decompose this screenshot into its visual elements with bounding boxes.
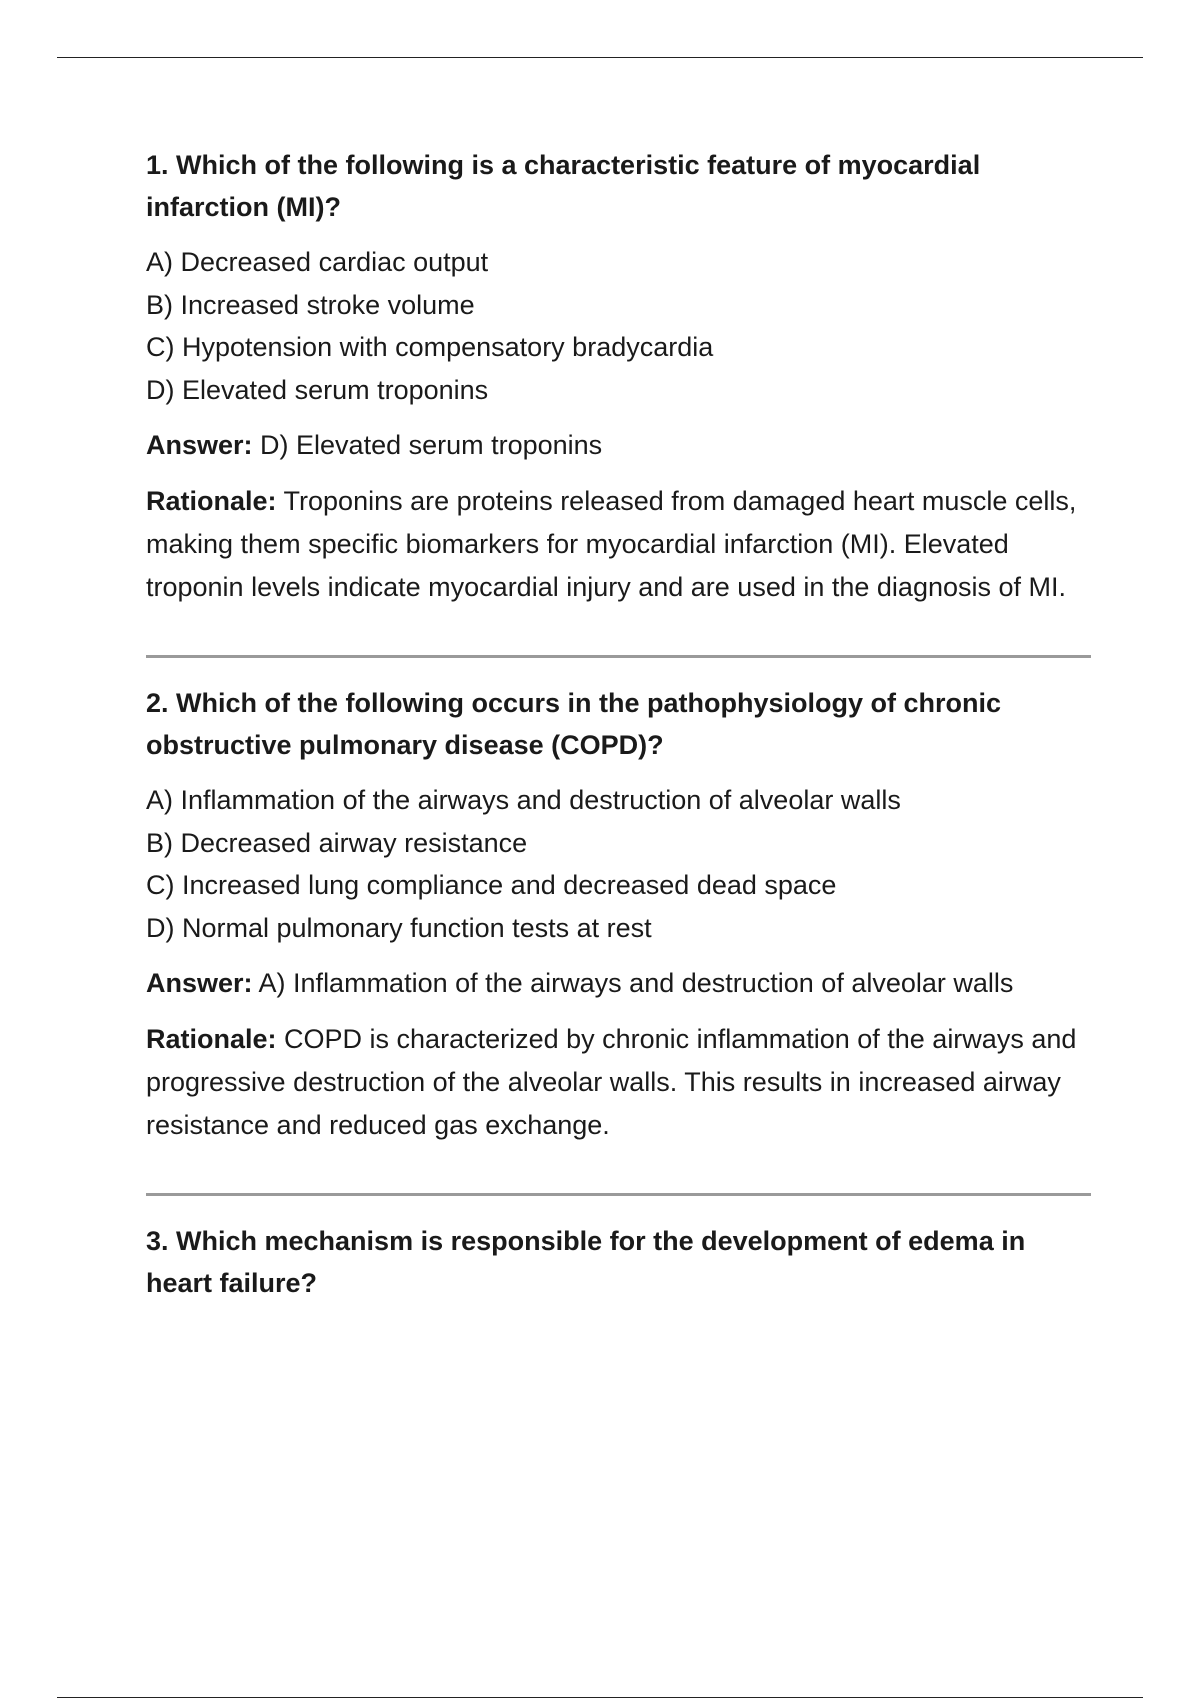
options-list [146, 779, 1096, 949]
option-d: D) Normal pulmonary function tests at rest [146, 912, 652, 943]
rationale-label: Rationale: [146, 1024, 277, 1054]
question-block-1 [146, 144, 1096, 609]
footer-rule [57, 1697, 1143, 1698]
option-b: B) Increased stroke volume [146, 289, 475, 320]
header-rule [57, 57, 1143, 58]
rationale-text: Troponins are proteins released from damaged heart muscle cells, making them specific biomarkers for myocardial infarction (MI). Elevated troponin levels indicate myocardial injury and are used in the diagnosis of MI. [146, 486, 1077, 602]
rationale-label: Rationale: [146, 486, 277, 516]
option-a: A) Inflammation of the airways and destruction of alveolar walls [146, 785, 901, 815]
answer-line [146, 424, 1096, 467]
question-block-3 [146, 1220, 1096, 1304]
question-block-2 [146, 682, 1096, 1147]
rationale-text: COPD is characterized by chronic inflammation of the airways and progressive destruction of the alveolar walls. This results in increased airway resistance and reduced gas exchange. [146, 1024, 1077, 1140]
answer-label: Answer: [146, 430, 253, 460]
section-divider [146, 1193, 1091, 1196]
option-c: C) Hypotension with compensatory bradycardia [146, 332, 714, 362]
rationale-line [146, 1018, 1096, 1147]
question-text: 3. Which mechanism is responsible for the development of edema in heart failure? [146, 1226, 1026, 1298]
question-text: 1. Which of the following is a characteristic feature of myocardial infarction (MI)? [146, 150, 981, 222]
document-body [146, 144, 1096, 1304]
option-a: A) Decreased cardiac output [146, 247, 489, 277]
option-b: B) Decreased airway resistance [146, 827, 528, 858]
options-list [146, 241, 1096, 411]
answer-label: Answer: [146, 968, 253, 998]
answer-text: A) Inflammation of the airways and destruction of alveolar walls [252, 968, 1014, 998]
rationale-line [146, 480, 1096, 609]
question-text: 2. Which of the following occurs in the pathophysiology of chronic obstructive pulmonary disease (COPD)? [146, 688, 1002, 760]
option-c: C) Increased lung compliance and decreased dead space [146, 870, 837, 900]
section-divider [146, 655, 1091, 658]
option-d: D) Elevated serum troponins [146, 374, 489, 405]
answer-text: D) Elevated serum troponins [252, 430, 603, 460]
answer-line [146, 962, 1096, 1005]
